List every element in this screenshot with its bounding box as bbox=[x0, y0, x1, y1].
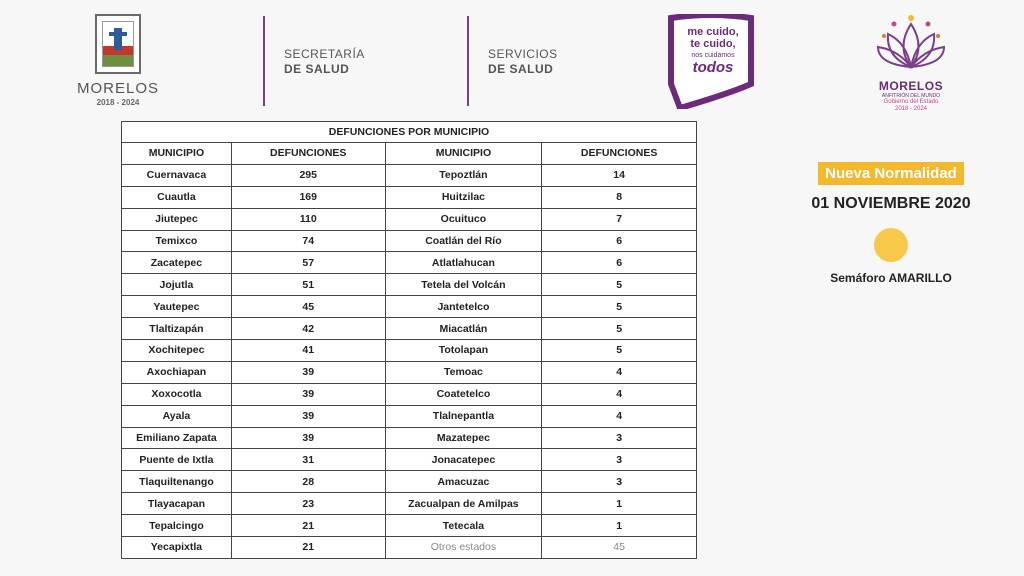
municipio-cell: Ayala bbox=[122, 405, 232, 427]
municipio-cell: Coatlán del Río bbox=[385, 230, 542, 252]
semaforo-label: Semáforo AMARILLO bbox=[830, 271, 952, 285]
table-row bbox=[122, 208, 697, 230]
defunciones-cell: 28 bbox=[231, 471, 385, 493]
defunciones-cell: 1 bbox=[542, 493, 697, 515]
defunciones-cell: 3 bbox=[542, 471, 697, 493]
defunciones-cell: 39 bbox=[231, 427, 385, 449]
municipio-cell: Temixco bbox=[122, 230, 232, 252]
municipio-cell: Tetecala bbox=[385, 515, 542, 537]
table-row bbox=[122, 405, 697, 427]
state-years: 2018 - 2024 bbox=[96, 98, 140, 107]
municipio-cell: Yautepec bbox=[122, 296, 232, 318]
defunciones-cell: 3 bbox=[542, 449, 697, 471]
defunciones-cell: 51 bbox=[231, 274, 385, 296]
defunciones-cell: 74 bbox=[231, 230, 385, 252]
municipio-cell: Coatetelco bbox=[385, 383, 542, 405]
table-row bbox=[122, 361, 697, 383]
defunciones-cell: 14 bbox=[542, 164, 697, 186]
municipio-cell: Cuernavaca bbox=[122, 164, 232, 186]
campaign-line2: te cuido, bbox=[690, 38, 736, 50]
defunciones-cell: 39 bbox=[231, 405, 385, 427]
state-seal-icon bbox=[95, 14, 141, 74]
table-title: DEFUNCIONES POR MUNICIPIO bbox=[122, 122, 697, 143]
defunciones-cell: 45 bbox=[231, 296, 385, 318]
municipio-cell: Totolapan bbox=[385, 340, 542, 362]
defunciones-cell: 39 bbox=[231, 361, 385, 383]
table-row bbox=[122, 186, 697, 208]
semaforo-circle-icon bbox=[874, 228, 908, 262]
defunciones-cell: 5 bbox=[542, 274, 697, 296]
defunciones-cell: 295 bbox=[231, 164, 385, 186]
report-date: 01 NOVIEMBRE 2020 bbox=[811, 195, 971, 212]
defunciones-cell: 21 bbox=[231, 537, 385, 559]
defunciones-cell: 3 bbox=[542, 427, 697, 449]
municipio-cell: Tlaltizapán bbox=[122, 318, 232, 340]
lotus-flower-icon bbox=[876, 12, 946, 72]
table-row bbox=[122, 493, 697, 515]
divider bbox=[263, 16, 265, 106]
gov-tagline: ANFITRIÓN DEL MUNDO bbox=[881, 93, 941, 99]
table-row bbox=[122, 164, 697, 186]
municipio-cell: Temoac bbox=[385, 361, 542, 383]
defunciones-cell: 5 bbox=[542, 318, 697, 340]
table-row bbox=[122, 449, 697, 471]
defunciones-cell: 45 bbox=[542, 537, 697, 559]
defunciones-cell: 6 bbox=[542, 252, 697, 274]
header bbox=[0, 0, 1024, 116]
deaths-table bbox=[121, 121, 697, 559]
table-row bbox=[122, 427, 697, 449]
nueva-normalidad-badge: Nueva Normalidad bbox=[818, 162, 964, 185]
defunciones-cell: 4 bbox=[542, 383, 697, 405]
municipio-cell: Emiliano Zapata bbox=[122, 427, 232, 449]
table-row bbox=[122, 383, 697, 405]
defunciones-cell: 5 bbox=[542, 296, 697, 318]
table-row bbox=[122, 274, 697, 296]
dept1-line1: SECRETARÍA bbox=[284, 47, 365, 61]
column-header-municipio: MUNICIPIO bbox=[385, 143, 542, 165]
column-header-defunciones: DEFUNCIONES bbox=[542, 143, 697, 165]
gov-sub: Gobierno del Estado bbox=[883, 99, 939, 105]
municipio-cell: Puente de Ixtla bbox=[122, 449, 232, 471]
defunciones-cell: 110 bbox=[231, 208, 385, 230]
municipio-cell: Ocuituco bbox=[385, 208, 542, 230]
table-row bbox=[122, 515, 697, 537]
defunciones-cell: 23 bbox=[231, 493, 385, 515]
municipio-cell: Miacatlán bbox=[385, 318, 542, 340]
defunciones-cell: 42 bbox=[231, 318, 385, 340]
defunciones-cell: 5 bbox=[542, 340, 697, 362]
defunciones-cell: 1 bbox=[542, 515, 697, 537]
municipio-cell: Zacualpan de Amilpas bbox=[385, 493, 542, 515]
column-header-defunciones: DEFUNCIONES bbox=[231, 143, 385, 165]
municipio-cell: Huitzilac bbox=[385, 186, 542, 208]
defunciones-cell: 39 bbox=[231, 383, 385, 405]
status-panel bbox=[796, 162, 986, 285]
campaign-badge bbox=[668, 14, 754, 109]
municipio-cell: Jantetelco bbox=[385, 296, 542, 318]
state-name: MORELOS bbox=[76, 80, 159, 97]
defunciones-cell: 7 bbox=[542, 208, 697, 230]
defunciones-cell: 31 bbox=[231, 449, 385, 471]
municipio-cell: Amacuzac bbox=[385, 471, 542, 493]
table-row bbox=[122, 471, 697, 493]
municipio-cell: Otros estados bbox=[385, 537, 542, 559]
municipio-cell: Zacatepec bbox=[122, 252, 232, 274]
municipio-cell: Xoxocotla bbox=[122, 383, 232, 405]
campaign-line4: todos bbox=[692, 59, 734, 76]
municipio-cell: Tepoztlán bbox=[385, 164, 542, 186]
municipio-cell: Tepalcingo bbox=[122, 515, 232, 537]
table-row bbox=[122, 340, 697, 362]
dept1-line2: DE SALUD bbox=[284, 62, 350, 76]
municipio-cell: Jojutla bbox=[122, 274, 232, 296]
municipio-cell: Tlayacapan bbox=[122, 493, 232, 515]
municipio-cell: Yecapixtla bbox=[122, 537, 232, 559]
divider bbox=[467, 16, 469, 106]
dept2-line2: DE SALUD bbox=[488, 62, 554, 76]
municipio-cell: Cuautla bbox=[122, 186, 232, 208]
municipio-cell: Axochiapan bbox=[122, 361, 232, 383]
municipio-cell: Tlaquiltenango bbox=[122, 471, 232, 493]
servicios-de-salud bbox=[488, 47, 558, 77]
campaign-line1: me cuido, bbox=[687, 26, 739, 38]
defunciones-cell: 41 bbox=[231, 340, 385, 362]
defunciones-cell: 4 bbox=[542, 361, 697, 383]
municipio-cell: Tetela del Volcán bbox=[385, 274, 542, 296]
table-body bbox=[122, 164, 697, 558]
defunciones-cell: 4 bbox=[542, 405, 697, 427]
gov-years: 2018 - 2024 bbox=[894, 106, 928, 112]
defunciones-cell: 8 bbox=[542, 186, 697, 208]
municipio-cell: Atlatlahucan bbox=[385, 252, 542, 274]
municipio-cell: Mazatepec bbox=[385, 427, 542, 449]
campaign-line3: nos cuidamos bbox=[691, 52, 735, 59]
morelos-logo bbox=[76, 14, 160, 107]
municipio-cell: Tlalnepantla bbox=[385, 405, 542, 427]
defunciones-cell: 169 bbox=[231, 186, 385, 208]
secretaria-de-salud bbox=[284, 47, 365, 77]
defunciones-cell: 57 bbox=[231, 252, 385, 274]
defunciones-cell: 21 bbox=[231, 515, 385, 537]
table-row bbox=[122, 252, 697, 274]
municipio-cell: Jonacatepec bbox=[385, 449, 542, 471]
defunciones-cell: 6 bbox=[542, 230, 697, 252]
table-row bbox=[122, 296, 697, 318]
table-row bbox=[122, 537, 697, 559]
column-header-municipio: MUNICIPIO bbox=[122, 143, 232, 165]
gobierno-logo bbox=[866, 12, 956, 113]
table-row bbox=[122, 230, 697, 252]
municipio-cell: Xochitepec bbox=[122, 340, 232, 362]
table-row bbox=[122, 318, 697, 340]
gov-name: MORELOS bbox=[878, 79, 944, 93]
municipio-cell: Jiutepec bbox=[122, 208, 232, 230]
dept2-line1: SERVICIOS bbox=[488, 47, 558, 61]
